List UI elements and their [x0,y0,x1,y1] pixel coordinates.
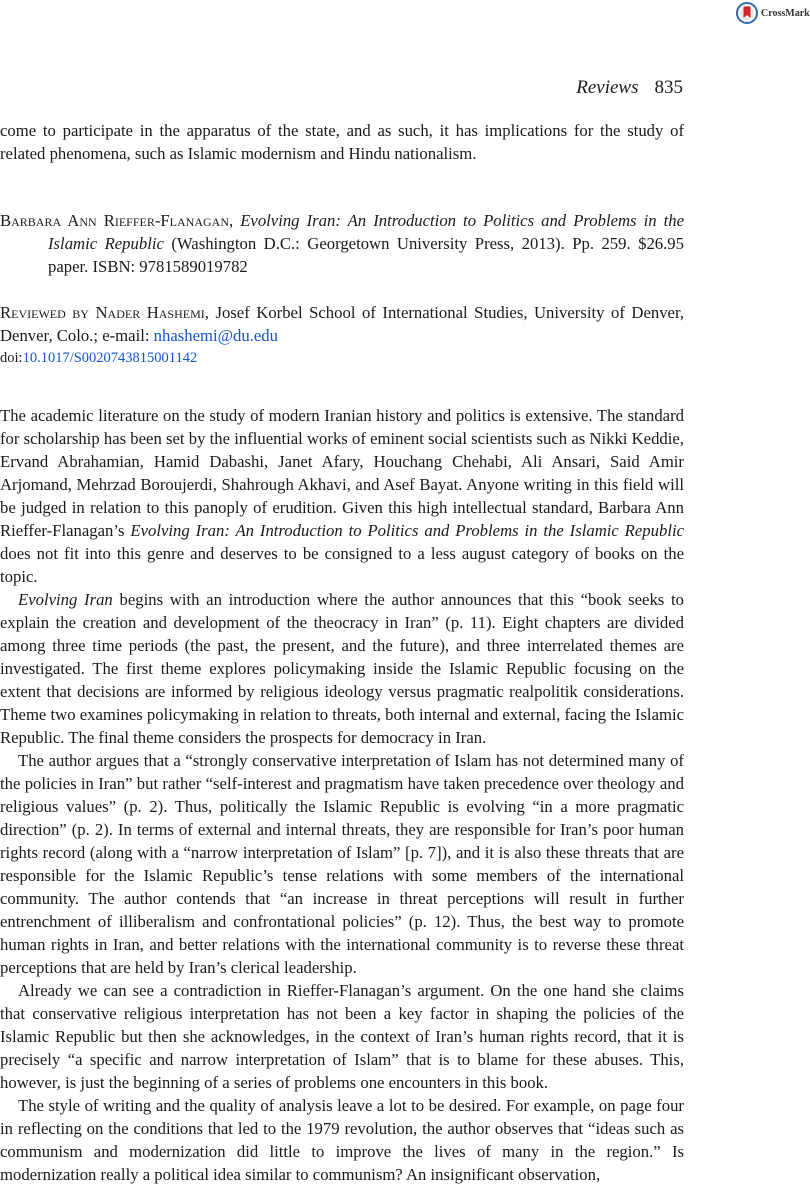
article-content [0,119,684,1186]
reviewer-name: Reviewed by Nader Hashemi [0,303,205,322]
body-p1-part1: The academic literature on the study of modern Iranian history and politics is extensive. The standard for scholarship has been set by the influential works of eminent social scientists such as Nikki Keddie, Ervand Abrahamian, Hamid Dabashi, Janet Afary, Houchang Chehabi, Ali Ansari, Said Amir Arjomand, Mehrzad Boroujerdi, Shahrough Akhavi, and Asef Bayat. Anyone writing in this field will be judged in relation to this panoply of erudition. Given this high intellectual standard, Barbara Ann Rieffer-Flanagan’s [0,406,684,540]
citation-book-title: Evolving Iran: An Introduction to Politics and Problems in the Islamic Republic [48,211,684,253]
body-p2-title: Evolving Iran [18,590,113,609]
running-head-title: Reviews [576,77,639,98]
body-paragraph-1 [0,404,684,588]
citation-separator: , [229,211,241,230]
doi-line [0,347,684,369]
body-paragraph-5: The style of writing and the quality of analysis leave a lot to be desired. For example, on page four in reflecting on the conditions that led to the 1979 revolution, the author observes that “ideas such as communism and modernization did little to improve the lives of many in the region.” Is modernization really a political idea similar to communism? An insignificant observation, [0,1096,684,1184]
reviewer-email-link[interactable]: nhashemi@du.edu [153,326,278,345]
citation-author: Barbara Ann Rieffer-Flanagan [0,211,229,230]
doi-link[interactable]: 10.1017/S0020743815001142 [22,350,198,366]
reviewer-affiliation: , Josef Korbel School of International Studies, University of Denver, Denver, Colo.; e-mail: [0,303,684,345]
body-p1-part2: does not fit into this genre and deserves to be consigned to a less august category of books on the topic. [0,544,684,586]
carryover-paragraph: come to participate in the apparatus of the state, and as such, it has implications for the study of related phenomena, such as Islamic modernism and Hindu nationalism. [0,121,684,163]
reviewer-info [0,301,684,347]
doi-label: doi: [0,350,23,366]
book-citation [0,209,684,278]
citation-details: (Washington D.C.: Georgetown University Press, 2013). Pp. 259. $26.95 paper. ISBN: 9781589019782 [48,234,684,276]
page-number: 835 [654,77,683,98]
crossmark-icon [736,2,758,24]
body-p2-text: begins with an introduction where the author announces that this “book seeks to explain the creation and development of the theocracy in Iran” (p. 11). Eight chapters are divided among three time periods (the past, the present, and the future), and three interrelated themes are investigated. The first theme explores policymaking inside the Islamic Republic focusing on the extent that decisions are informed by religious ideology versus pragmatic realpolitik considerations. Theme two examines policymaking in relation to threats, both internal and external, facing the Islamic Republic. The final theme considers the prospects for democracy in Iran. [0,590,684,747]
crossmark-badge[interactable] [736,2,810,24]
running-head [576,76,683,100]
crossmark-label: CrossMark [761,7,810,19]
body-paragraph-3: The author argues that a “strongly conservative interpretation of Islam has not determined many of the policies in Iran” but rather “self-interest and pragmatism have taken precedence over theology and religious values” (p. 2). Thus, politically the Islamic Republic is evolving “in a more pragmatic direction” (p. 2). In terms of external and internal threats, they are responsible for Iran’s poor human rights record (along with a “narrow interpretation of Islam” [p. 7]), and it is also these threats that are responsible for the Islamic Republic’s tense relations with some members of the international community. The author contends that “an increase in threat perceptions will result in further entrenchment of illiberalism and confrontational policies” (p. 12). Thus, the best way to promote human rights in Iran, and better relations with the international community is to reverse these threat perceptions that are held by Iran’s clerical leadership. [0,751,684,977]
body-p1-title: Evolving Iran: An Introduction to Politics and Problems in the Islamic Republic [130,521,684,540]
body-paragraph-2 [0,588,684,749]
body-paragraph-4: Already we can see a contradiction in Rieffer-Flanagan’s argument. On the one hand she claims that conservative religious interpretation has not been a key factor in shaping the policies of the Islamic Republic but then she acknowledges, in the context of Iran’s human rights record, that it is precisely “a specific and narrow interpretation of Islam” that is to blame for these abuses. This, however, is just the beginning of a series of problems one encounters in this book. [0,981,684,1092]
